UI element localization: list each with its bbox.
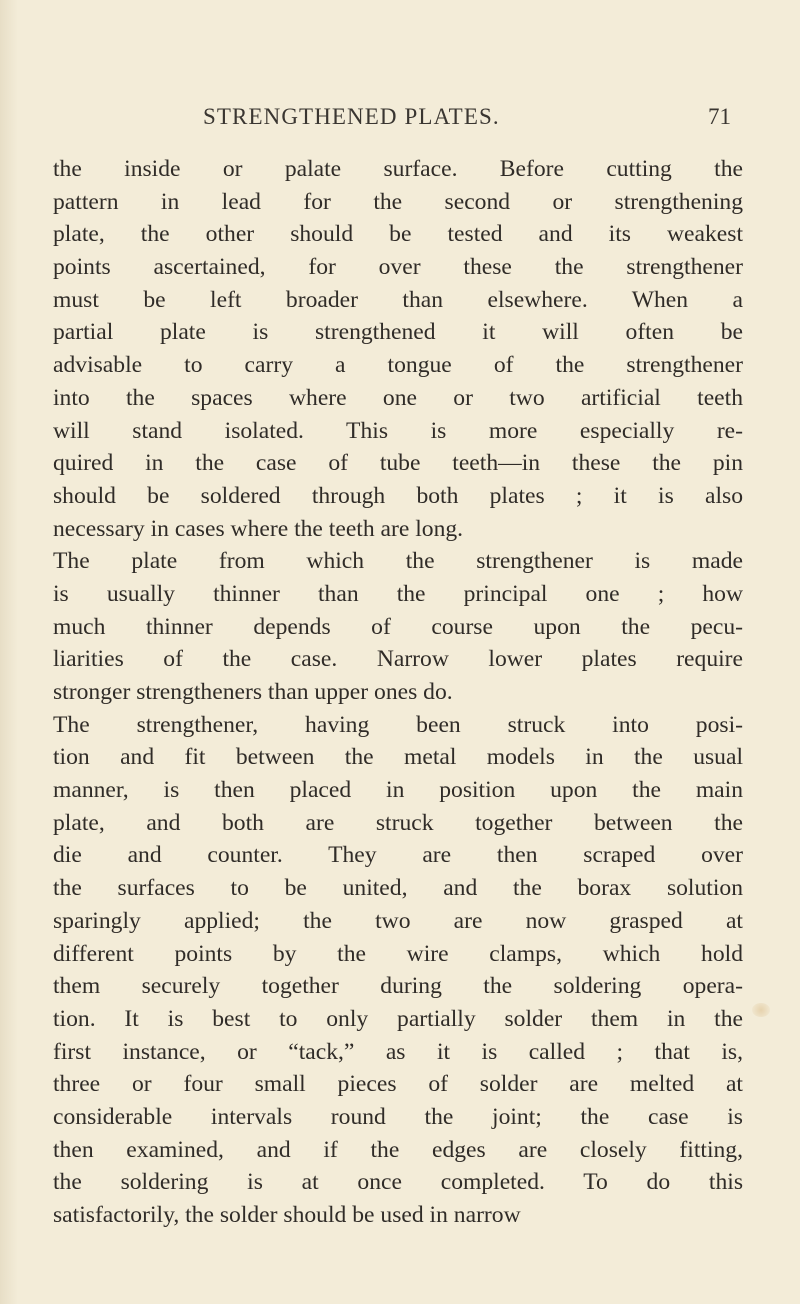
- text-line: different points by the wire clamps, which hold: [53, 940, 743, 967]
- text-line: the soldering is at once completed. To do this: [53, 1169, 743, 1196]
- text-line: considerable intervals round the joint; the case is: [53, 1103, 743, 1130]
- text-line: liarities of the case. Narrow lower plates require: [53, 646, 743, 673]
- body-text: [53, 153, 743, 1232]
- text-line: first instance, or “tack,” as it is called ; that is,: [53, 1038, 743, 1065]
- text-line: should be soldered through both plates ; it is also: [53, 482, 743, 509]
- page-number: 71: [708, 104, 731, 129]
- text-line: the inside or palate surface. Before cutting the: [53, 156, 743, 182]
- text-line: tion and fit between the metal models in the usual: [53, 744, 743, 771]
- text-line: plate, and both are struck together between the: [53, 809, 743, 836]
- text-line: die and counter. They are then scraped over: [53, 842, 743, 869]
- paper-stain: [752, 1003, 770, 1017]
- text-line: manner, is then placed in position upon the main: [53, 777, 743, 804]
- page-edge: [0, 0, 18, 1304]
- text-line: quired in the case of tube teeth—in these the pin: [53, 450, 743, 477]
- text-line: The strengthener, having been struck into posi-: [53, 711, 743, 738]
- text-line: advisable to carry a tongue of the strengthener: [53, 352, 743, 379]
- text-line: tion. It is best to only partially solder them in the: [53, 1005, 743, 1032]
- text-line: stronger strengtheners than upper ones do.: [53, 679, 453, 705]
- text-line: plate, the other should be tested and its weakest: [53, 221, 743, 248]
- text-line: partial plate is strengthened it will often be: [53, 319, 743, 346]
- text-line: satisfactorily, the solder should be used in narrow: [53, 1202, 521, 1228]
- text-line: points ascertained, for over these the strengthener: [53, 254, 743, 281]
- text-line: them securely together during the soldering opera-: [53, 973, 743, 1000]
- text-line: into the spaces where one or two artificial teeth: [53, 384, 743, 411]
- text-line: three or four small pieces of solder are melted at: [53, 1071, 743, 1098]
- text-line: the surfaces to be united, and the borax solution: [53, 875, 743, 902]
- text-line: then examined, and if the edges are closely fitting,: [53, 1136, 743, 1163]
- running-title: STRENGTHENED PLATES.: [203, 104, 500, 129]
- text-line: sparingly applied; the two are now grasped at: [53, 907, 743, 934]
- text-line: is usually thinner than the principal one ; how: [53, 580, 743, 607]
- text-line: pattern in lead for the second or strengthening: [53, 188, 743, 215]
- text-line: will stand isolated. This is more especially re-: [53, 417, 743, 444]
- text-line: much thinner depends of course upon the pecu-: [53, 613, 743, 640]
- running-header: [0, 104, 800, 134]
- text-line: The plate from which the strengthener is made: [53, 548, 743, 575]
- text-line: must be left broader than elsewhere. When a: [53, 286, 743, 313]
- text-line: necessary in cases where the teeth are long.: [53, 515, 464, 542]
